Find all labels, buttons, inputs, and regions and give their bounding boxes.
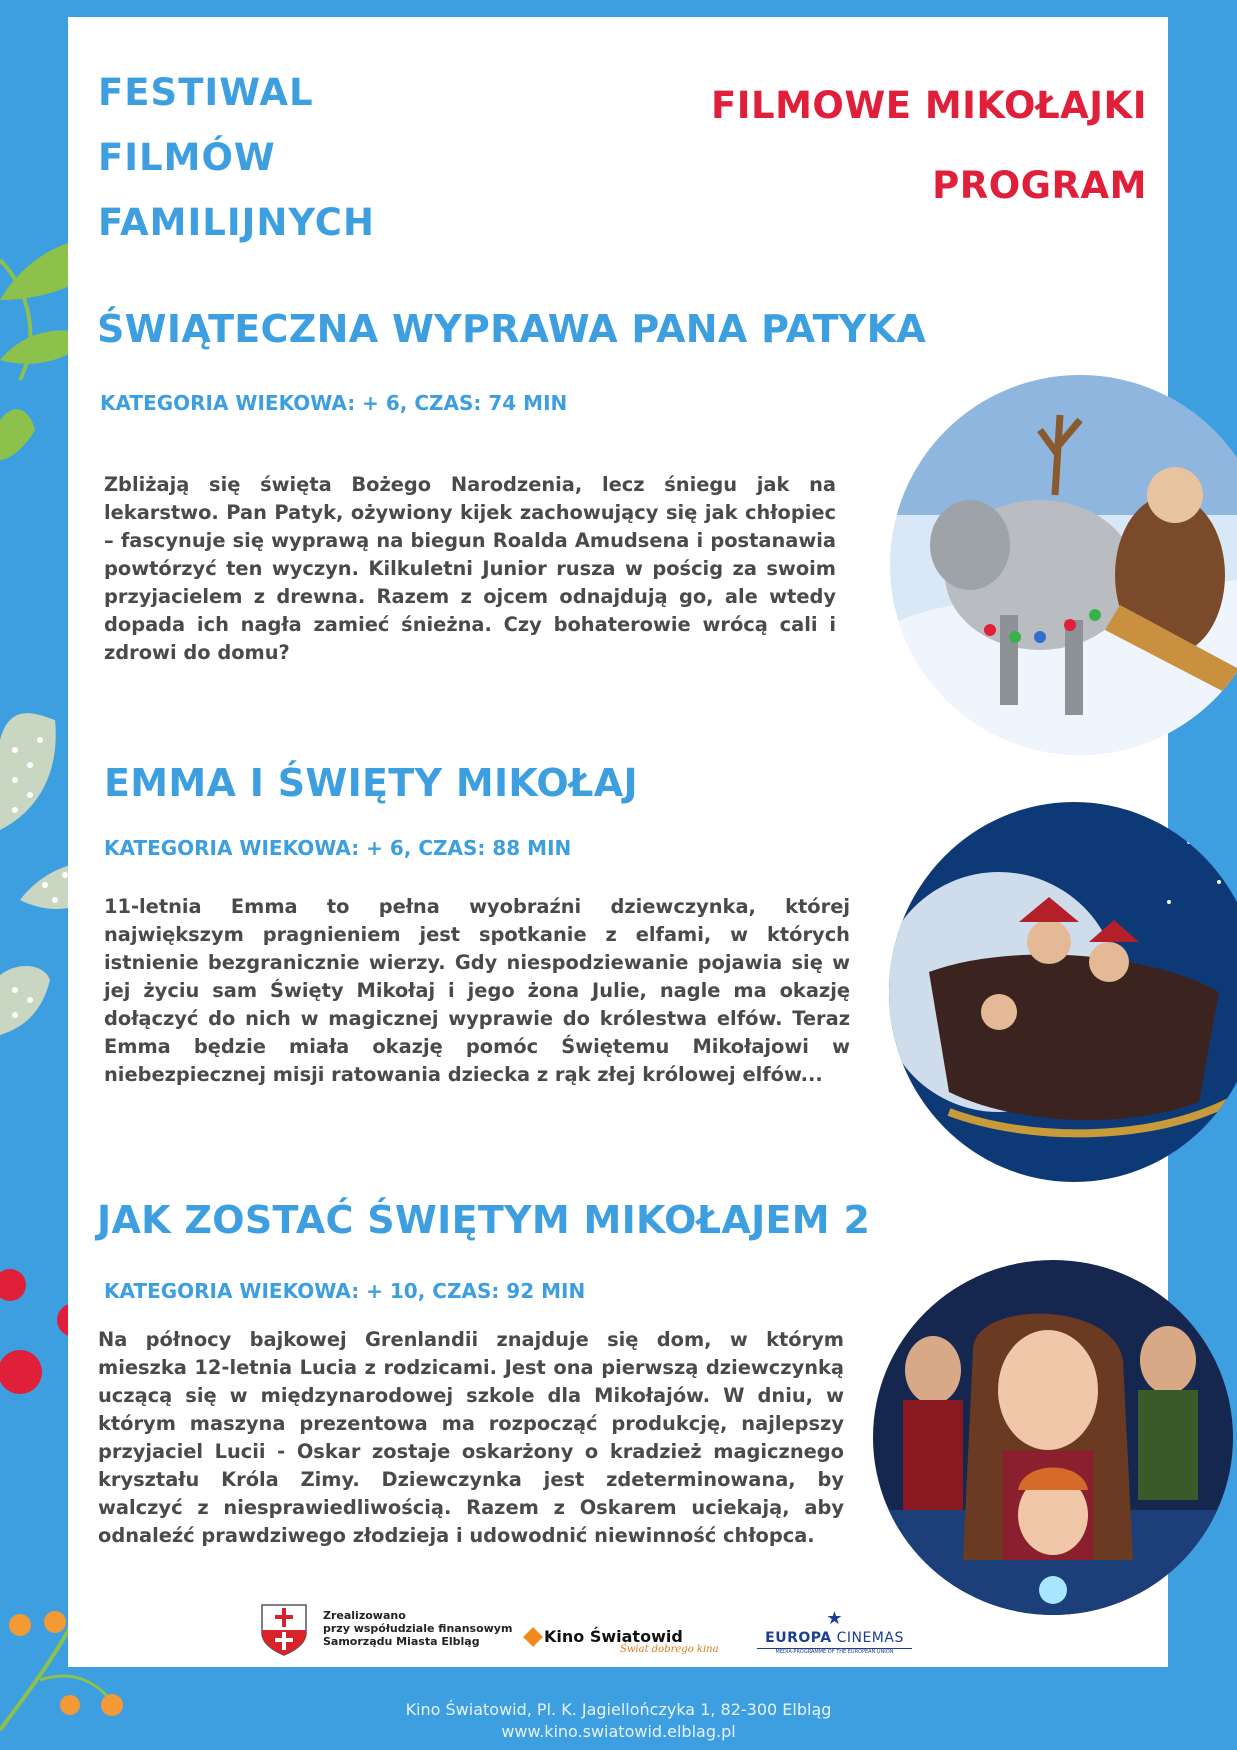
film-category: KATEGORIA WIEKOWA: + 6, CZAS: 88 MIN	[104, 836, 572, 860]
europa-cinemas-logo	[757, 1610, 912, 1655]
coat-of-arms-icon	[260, 1603, 308, 1657]
film-poster	[889, 802, 1237, 1182]
cinemas-word: CINEMAS	[836, 1630, 904, 1646]
film-title: EMMA I ŚWIĘTY MIKOŁAJ	[104, 761, 638, 805]
film-title: ŚWIĄTECZNA WYPRAWA PANA PATYKA	[97, 307, 927, 351]
footer-address: Kino Światowid, Pl. K. Jagiellończyka 1, 82-300 Elbląg	[405, 1700, 832, 1719]
kino-tagline: Świat dobrego kina	[620, 1644, 719, 1655]
program-title	[711, 66, 1147, 226]
program-line: PROGRAM	[932, 164, 1147, 207]
festival-line: FESTIWAL	[98, 71, 314, 114]
poster-lucia-image	[873, 1260, 1233, 1615]
kino-swiatowid-logo	[526, 1626, 719, 1655]
sponsor-line: przy współudziale finansowym	[323, 1622, 513, 1635]
poster-santa-sleigh-image	[889, 802, 1237, 1182]
europa-wordmark	[757, 1630, 912, 1646]
film-description: 11-letnia Emma to pełna wyobraźni dziewczynka, której największym pragnieniem jest spotkanie z elfami, w których istnienie bezgranicznie wierzy. Gdy niespodziewanie pojawia się w jej życiu sam Święty Mikołaj i jego żona Julie, nagle ma okazję dołączyć do nich w magicznej wyprawie do królestwa elfów. Teraz Emma będzie miała okazję pomóc Świętemu Mikołajowi w niebezpiecznej misji ratowania dziecka z rąk złej królowej elfów...	[104, 895, 850, 1086]
sponsor-line: Samorządu Miasta Elbląg	[323, 1635, 480, 1648]
europa-subtitle: MEDIA-PROGRAMME OF THE EUROPEAN UNION	[757, 1648, 912, 1655]
star-icon: ★	[826, 1608, 843, 1629]
program-line: FILMOWE MIKOŁAJKI	[710, 84, 1147, 127]
diamond-icon	[523, 1627, 543, 1647]
kino-name: Kino Światowid	[544, 1627, 683, 1646]
film-title: JAK ZOSTAĆ ŚWIĘTYM MIKOŁAJEM 2	[97, 1198, 871, 1242]
sponsor-note	[323, 1609, 512, 1648]
elblag-coat-of-arms	[260, 1603, 308, 1657]
sponsor-line: Zrealizowano	[323, 1609, 406, 1622]
europa-word: EUROPA	[765, 1630, 832, 1646]
film-category: KATEGORIA WIEKOWA: + 10, CZAS: 92 MIN	[104, 1279, 586, 1303]
festival-line: FAMILIJNYCH	[98, 201, 375, 244]
festival-line: FILMÓW	[98, 136, 276, 179]
film-poster	[873, 1260, 1233, 1615]
film-description: Na północy bajkowej Grenlandii znajduje się dom, w którym mieszka 12-letnia Lucia z rodzicami. Jest ona pierwszą dziewczynką uczącą się w międzynarodowej szkole dla Mikołajów. W dniu, w którym maszyna prezentowa ma rozpocząć produkcję, najlepszy przyjaciel Lucii - Oskar zostaje oskarżony o kradzież magicznego kryształu Króla Zimy. Dziewczynka jest zdeterminowana, by walczyć z niesprawiedliwością. Razem z Oskarem uciekają, aby odnaleźć prawdziwego złodzieja i udowodnić niewinność chłopca.	[98, 1328, 844, 1547]
footer-website[interactable]: www.kino.swiatowid.elblag.pl	[501, 1722, 736, 1741]
festival-title	[98, 60, 375, 255]
film-category: KATEGORIA WIEKOWA: + 6, CZAS: 74 MIN	[100, 391, 568, 415]
film-description: Zbliżają się święta Bożego Narodzenia, lecz śniegu jak na lekarstwo. Pan Patyk, ożywiony kijek zachowujący się jak chłopiec – fascynuje się wyprawą na biegun Roalda Amudsena i postanawia powtórzyć ten wyczyn. Kilkuletni Junior rusza w pościg za swoim przyjacielem z drewna. Razem z ojcem odnajdują go, ale wtedy dopada ich nagła zamieć śnieżna. Czy bohaterowie wrócą cali i zdrowi do domu?	[104, 473, 836, 664]
